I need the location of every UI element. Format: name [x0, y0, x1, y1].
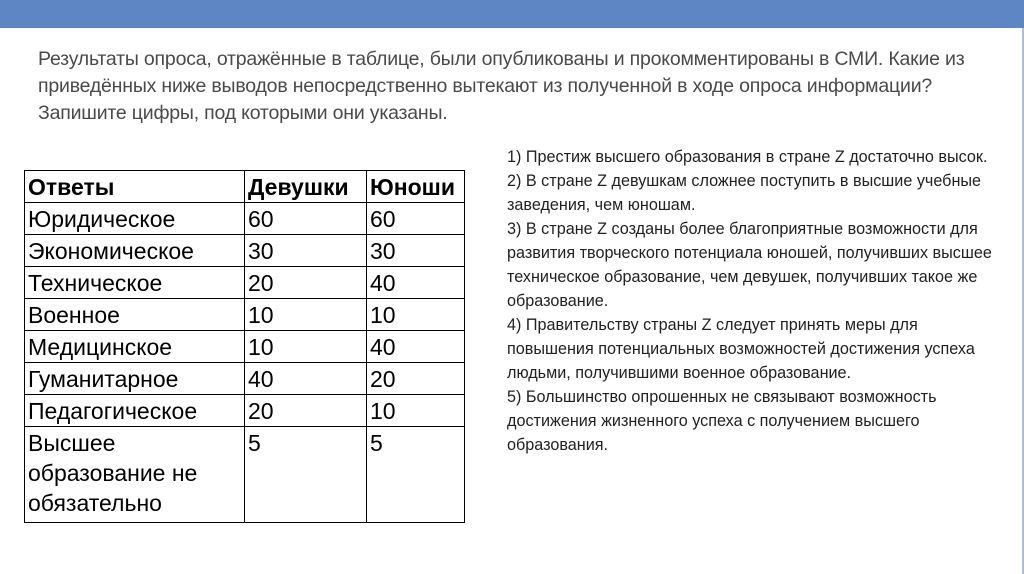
answer-cell: Медицинское — [25, 331, 245, 363]
column-header-boys: Юноши — [367, 171, 465, 203]
girls-cell: 5 — [245, 427, 367, 523]
conclusions-list — [507, 145, 997, 457]
column-header-girls: Девушки — [245, 171, 367, 203]
table-row — [25, 331, 465, 363]
girls-cell: 60 — [245, 203, 367, 235]
answer-cell: Техническое — [25, 267, 245, 299]
conclusion-item: 1) Престиж высшего образования в стране Z достаточно высок. — [507, 148, 988, 166]
boys-cell: 40 — [367, 331, 465, 363]
boys-cell: 10 — [367, 395, 465, 427]
table-row — [25, 203, 465, 235]
girls-cell: 30 — [245, 235, 367, 267]
answer-cell: Экономическое — [25, 235, 245, 267]
table-header-row — [25, 171, 465, 203]
girls-cell: 20 — [245, 395, 367, 427]
girls-cell: 20 — [245, 267, 367, 299]
table-row — [25, 299, 465, 331]
boys-cell: 30 — [367, 235, 465, 267]
conclusion-item: 5) Большинство опрошенных не связывают возможность достижения жизненного успеха с получением высшего образования. — [507, 388, 937, 454]
girls-cell: 40 — [245, 363, 367, 395]
survey-table — [24, 170, 465, 523]
conclusion-item: 4) Правительству страны Z следует принять меры для повышения потенциальных возможностей достижения успеха людьми, получившими военное образование. — [507, 316, 975, 382]
table-row — [25, 267, 465, 299]
conclusion-item: 3) В стране Z созданы более благоприятные возможности для развития творческого потенциала юношей, получивших высшее техническое образование, чем девушек, получивших такое же образование. — [507, 220, 992, 310]
header-bar — [0, 0, 1024, 28]
boys-cell: 5 — [367, 427, 465, 523]
girls-cell: 10 — [245, 299, 367, 331]
girls-cell: 10 — [245, 331, 367, 363]
boys-cell: 60 — [367, 203, 465, 235]
table-row — [25, 235, 465, 267]
question-text: Результаты опроса, отражённые в таблице, были опубликованы и прокомментированы в СМИ. Какие из приведённых ниже выводов непосредственно вытекают из полученной в ходе опроса информации? Запишите цифры, под которыми они указаны. — [38, 48, 965, 124]
column-header-answers: Ответы — [25, 171, 245, 203]
answer-cell: Юридическое — [25, 203, 245, 235]
table-row — [25, 395, 465, 427]
answer-cell: Гуманитарное — [25, 363, 245, 395]
answer-cell: Педагогическое — [25, 395, 245, 427]
boys-cell: 20 — [367, 363, 465, 395]
boys-cell: 40 — [367, 267, 465, 299]
answer-cell: Военное — [25, 299, 245, 331]
table-row — [25, 363, 465, 395]
boys-cell: 10 — [367, 299, 465, 331]
table-row — [25, 427, 465, 523]
answer-cell: Высшее образование не обязательно — [25, 427, 245, 523]
conclusion-item: 2) В стране Z девушкам сложнее поступить в высшие учебные заведения, чем юношам. — [507, 172, 982, 214]
